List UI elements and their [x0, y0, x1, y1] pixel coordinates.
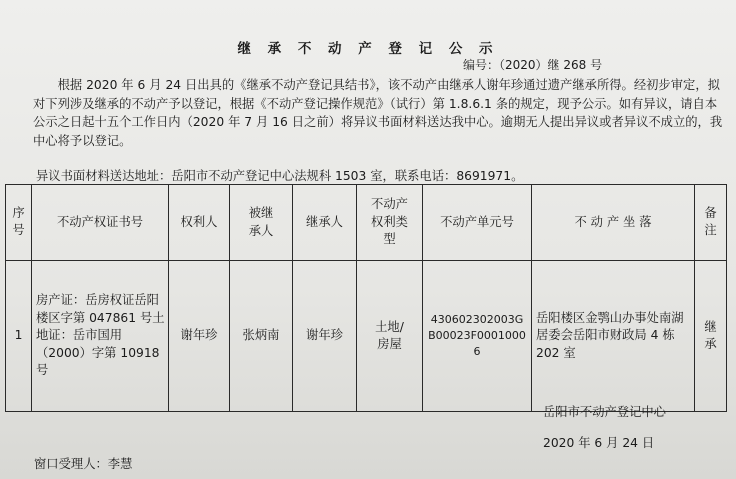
header-heir: 继承人: [293, 185, 357, 261]
receiver-name: 李慧: [107, 457, 133, 471]
header-decedent: 被继承人: [230, 185, 293, 261]
header-location: 不 动 产 坐 落: [532, 185, 695, 261]
receiver-label: 窗口受理人：: [34, 457, 108, 471]
table-header-row: [6, 185, 727, 261]
header-owner: 权利人: [169, 185, 230, 261]
cell-right-type: 土地/房屋: [357, 261, 423, 412]
cell-certificate: 房产证：岳房权证岳阳楼区字第 047861 号土地证：岳市国用（2000）字第 10918 号: [32, 261, 169, 412]
notice-body: 根据 2020 年 6 月 24 日出具的《继承不动产登记具结书》，该不动产由继承人谢年珍通过遗产继承所得。经初步审定，拟对下列涉及继承的不动产予以登记，根据《不动产登记操作规范》（试行）第 1.8.6.1 条的规定，现予公示。如有异议，请自本公示之日起十五个工作日内（2020 年 7 月 16 日之前）将异议书面材料送达我中心。逾期无人提出异议或者异议不成立的，我中心将予以登记。: [33, 78, 723, 148]
cell-decedent: 张炳南: [230, 261, 293, 412]
document-number: 编号：（2020）继 268 号: [463, 58, 603, 72]
header-index: 序号: [6, 185, 32, 261]
cell-owner: 谢年珍: [169, 261, 230, 412]
document-title: 继 承 不 动 产 登 记 公 示: [237, 41, 499, 57]
header-remark: 备注: [695, 185, 727, 261]
cell-location: 岳阳楼区金鹗山办事处南湖居委会岳阳市财政局 4 栋 202 室: [532, 261, 695, 412]
cell-remark: 继承: [695, 261, 727, 412]
issuing-organization: 岳阳市不动产登记中心: [543, 405, 666, 419]
table-row: [6, 261, 727, 412]
objection-address: 异议书面材料送达地址：岳阳市不动产登记中心法规科 1503 室，联系电话：8691971。: [36, 169, 524, 183]
header-unit-number: 不动产单元号: [423, 185, 532, 261]
header-right-type: 不动产权利类型: [357, 185, 423, 261]
header-certificate: 不动产权证书号: [32, 185, 169, 261]
window-receiver: [34, 454, 132, 472]
cell-index: 1: [6, 261, 32, 412]
issue-date: 2020 年 6 月 24 日: [543, 436, 655, 450]
cell-unit-number: 430602302003GB00023F00010006: [423, 261, 532, 412]
registration-table: [5, 184, 727, 412]
cell-heir: 谢年珍: [293, 261, 357, 412]
